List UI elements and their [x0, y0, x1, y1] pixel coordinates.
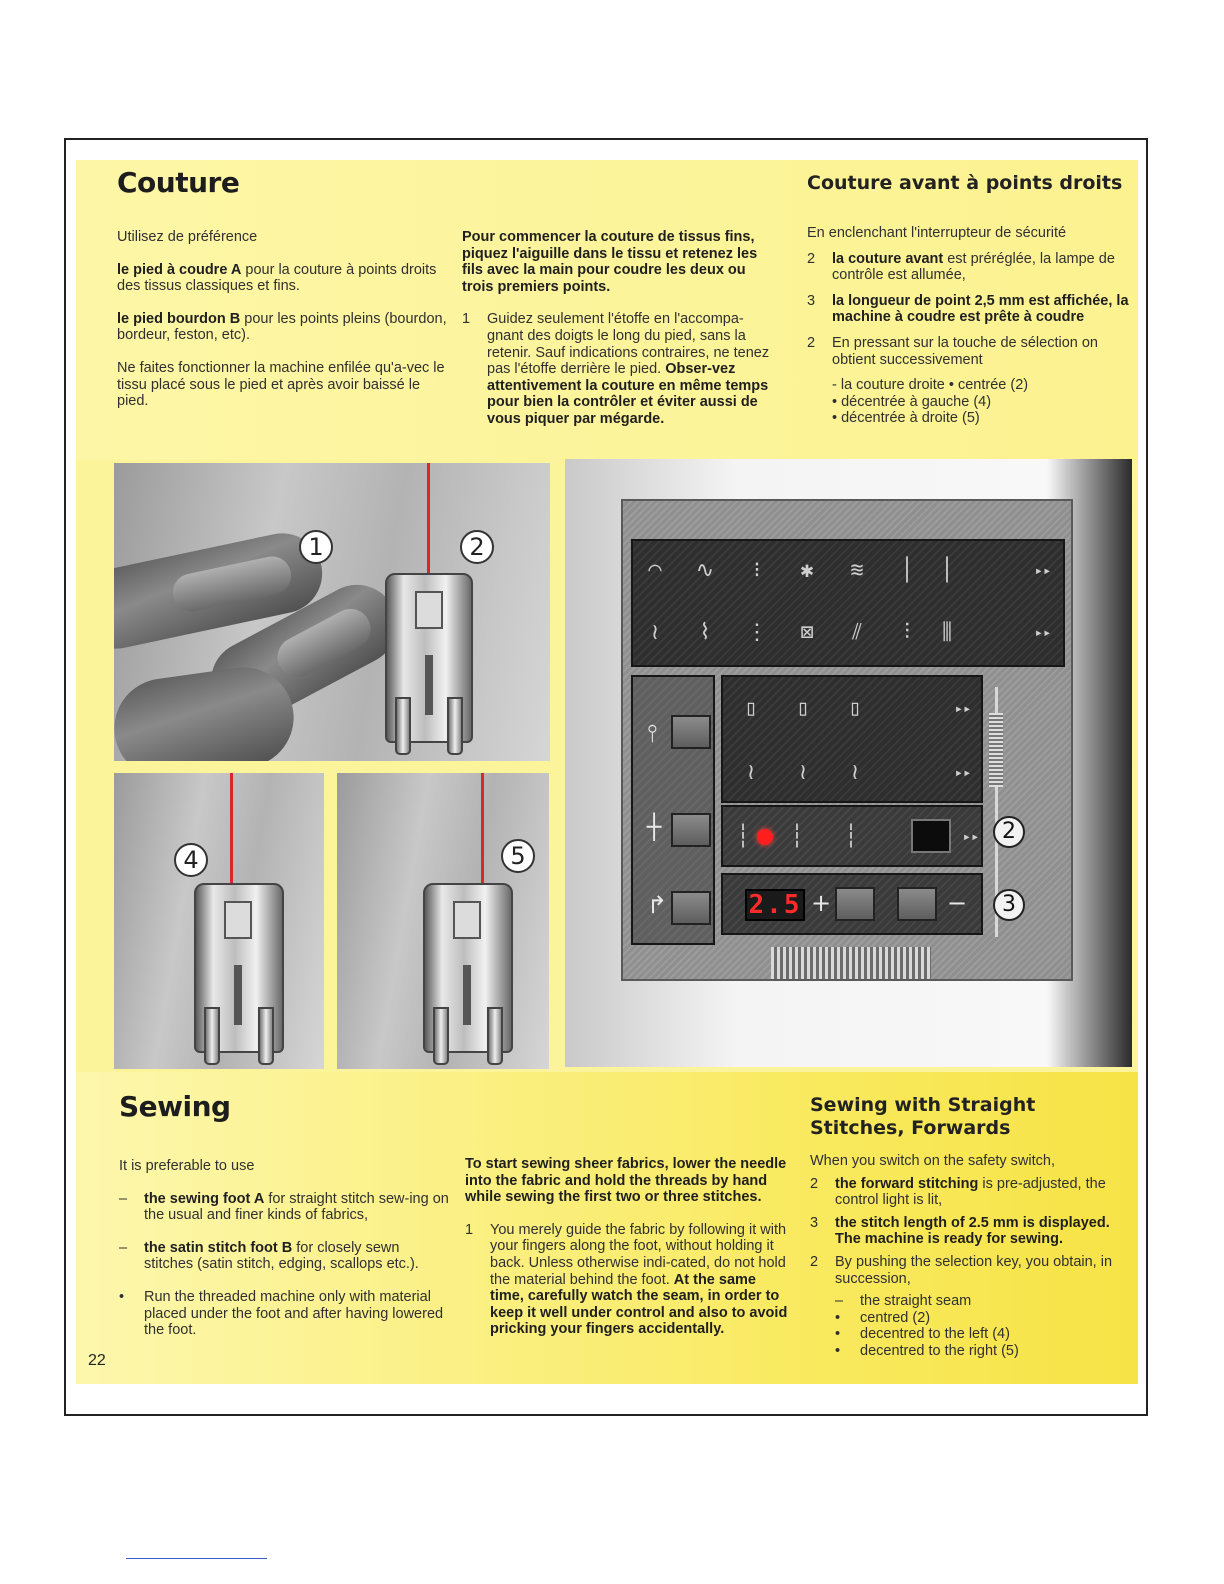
cross-icon: ┼ — [647, 813, 662, 841]
en-right-intro: When you switch on the safety switch, — [810, 1153, 1055, 1169]
reverse-arrow-icon: ↱ — [647, 891, 668, 919]
callout-badge-2: 2 — [993, 816, 1025, 848]
needle-left-icon: ┆ — [736, 824, 750, 849]
pattern-icon: ≋ — [850, 558, 864, 583]
fr-left-column — [117, 229, 447, 410]
pattern-icon: ⫽ — [852, 620, 862, 645]
en-right-column — [810, 1153, 1134, 1360]
needle-center-icon: ┆ — [790, 824, 804, 849]
photo-finger-guiding-fabric — [114, 463, 550, 761]
fr-sub-3: • décentrée à droite (5) — [832, 410, 980, 427]
en-right-item-2: 3 the stitch length of 2.5 mm is displayed. The machine is ready for sewing. — [810, 1214, 1110, 1248]
en-middle-column — [465, 1156, 793, 1338]
page-number: 22 — [88, 1352, 106, 1369]
photo-foot-left — [114, 773, 324, 1069]
footnote-rule — [126, 1558, 267, 1559]
fr-intro: Utilisez de préférence — [117, 229, 258, 245]
fr-right-column — [807, 225, 1129, 427]
utility-stitch-zone — [721, 675, 983, 803]
buttonhole-icon: ▯ — [796, 696, 810, 721]
needle-position-zone — [721, 805, 983, 867]
label-badge-2: 2 — [460, 530, 494, 564]
pattern-icon: ⋮ — [746, 620, 768, 645]
label-badge-1: 1 — [299, 530, 333, 564]
en-step-1: 1 You merely guide the fabric by following it with your fingers along the foot, without holding it back. Unless otherwise indi-cated, do not hold the material behind the foot. At the same time, carefully watch the seam, in order to keep it well under control and also to avoid pricking your fingers accidentally. — [465, 1221, 788, 1338]
en-title: Sewing — [119, 1090, 231, 1123]
control-light-led — [757, 829, 773, 845]
label-badge-5: 5 — [501, 839, 535, 873]
needle-icon: ⫯ — [647, 719, 658, 747]
fr-sub-2: • décentrée à gauche (4) — [832, 393, 992, 410]
fr-right-item-3: 2 En pressant sur la touche de sélection on obtient successivement — [807, 334, 1098, 368]
scroll-arrow-icon: ▸▸ — [1034, 625, 1052, 641]
fr-step-1: 1 Guidez seulement l'étoffe en l'accompa-gnant des doigts le long du pied, sans la retenir. Sauf indications contraires, ne tenez pas l'étoffe derrière le pied. Obser-vez attentivement la couture en même temps pour bien la contrôler et éviter aussi de vous piquer par mégarde. — [462, 311, 770, 427]
en-sub-2: • centred (2) — [835, 1309, 931, 1326]
fr-right-item-2: 3 la longueur de point 2,5 mm est affichée, la machine à coudre est prête à coudre — [807, 292, 1129, 326]
stitch-length-zone — [721, 873, 983, 935]
en-right-item-1: 2 the forward stitching is pre-adjusted, the control light is lit, — [810, 1175, 1106, 1209]
fr-note: Ne faites fonctionner la machine enfilée qu'a-vec le tissu placé sous le pied et après avoir baissé le pied. — [117, 359, 445, 410]
fr-right-sublist — [807, 377, 1129, 427]
stitch-pattern-zone — [631, 539, 1065, 667]
buttonhole-icon: ▯ — [848, 696, 862, 721]
pattern-icon: ✱ — [800, 558, 814, 583]
photo-control-panel — [565, 459, 1132, 1067]
thread-line — [230, 773, 233, 888]
plus-label: + — [811, 889, 832, 917]
pattern-icon: ≀ — [650, 620, 660, 645]
sewing-foot — [423, 883, 513, 1053]
pattern-icon: ⫶ — [904, 620, 910, 645]
zigzag-icon: ≀ — [746, 760, 756, 785]
thread-line — [427, 463, 430, 573]
scroll-arrow-icon: ▸▸ — [962, 829, 980, 845]
scroll-arrow-icon: ▸▸ — [954, 765, 972, 781]
pattern-icon: ⊠ — [800, 620, 814, 645]
en-sub-1: – the straight seam — [835, 1293, 972, 1310]
pattern-icon: │ — [900, 558, 914, 583]
callout-badge-3: 3 — [993, 889, 1025, 921]
pattern-icon: ⁝ — [753, 558, 761, 583]
straight-stitch-key[interactable] — [671, 813, 711, 847]
fr-sub-1: - la couture droite • centrée (2) — [832, 377, 1029, 394]
stitch-length-display: 2.5 — [745, 889, 805, 921]
function-keys-column — [631, 675, 715, 945]
fr-title: Couture — [117, 166, 240, 199]
needle-position-key[interactable] — [671, 715, 711, 749]
pattern-icon: ⌇ — [699, 620, 711, 645]
en-right-title: Sewing with Straight Stitches, Forwards — [810, 1094, 1036, 1139]
sewing-foot — [194, 883, 284, 1053]
pattern-icon: ⫼ — [941, 620, 953, 645]
minus-label: − — [947, 889, 968, 917]
selection-key[interactable] — [911, 819, 951, 853]
brand-logo-strip — [771, 947, 931, 979]
photo-foot-right — [337, 773, 549, 1069]
en-intro: It is preferable to use — [119, 1158, 255, 1174]
en-sub-3: • decentred to the left (4) — [835, 1326, 1010, 1343]
page-frame — [64, 138, 1148, 1416]
fr-right-item-1: 2 la couture avant est préréglée, la lampe de contrôle est allumée, — [807, 250, 1115, 284]
reverse-key[interactable] — [671, 891, 711, 925]
zigzag-icon: ≀ — [850, 760, 860, 785]
en-left-column — [119, 1158, 449, 1339]
en-note: • Run the threaded machine only with material placed under the foot and after having lowered the foot. — [119, 1288, 444, 1339]
fr-foot-a: le pied à coudre A pour la couture à points droits des tissus classiques et fins. — [117, 261, 437, 295]
en-right-sublist — [810, 1293, 1134, 1359]
pattern-icon: │ — [940, 558, 954, 583]
en-right-item-3: 2 By pushing the selection key, you obtain, in succession, — [810, 1253, 1113, 1287]
en-sub-4: • decentred to the right (5) — [835, 1342, 1019, 1359]
manual-page — [76, 160, 1138, 1384]
scroll-arrow-icon: ▸▸ — [954, 701, 972, 717]
en-foot-a: – the sewing foot A for straight stitch sew-ing on the usual and finer kinds of fabrics, — [119, 1190, 449, 1224]
scroll-arrow-icon: ▸▸ — [1034, 563, 1052, 579]
fr-right-intro: En enclenchant l'interrupteur de sécurité — [807, 225, 1067, 241]
stitch-length-plus-key[interactable] — [835, 887, 875, 921]
fr-right-title: Couture avant à points droits — [807, 172, 1123, 194]
needle-right-icon: ┆ — [844, 824, 858, 849]
thread-line — [481, 773, 484, 888]
sewing-foot — [385, 573, 473, 743]
en-foot-b: – the satin stitch foot B for closely sewn stitches (satin stitch, edging, scallops etc.). — [119, 1239, 419, 1273]
label-badge-4: 4 — [174, 843, 208, 877]
en-lead: To start sewing sheer fabrics, lower the needle into the fabric and hold the threads by hand while sewing the first two or three stitches. — [465, 1156, 787, 1206]
fr-middle-column — [462, 229, 774, 428]
pattern-icon: ∿ — [695, 558, 715, 583]
fr-foot-b: le pied bourdon B pour les points pleins (bourdon, bordeur, feston, etc). — [117, 310, 447, 344]
zigzag-icon: ≀ — [798, 760, 808, 785]
buttonhole-icon: ▯ — [744, 696, 758, 721]
control-panel — [621, 499, 1073, 981]
fr-lead: Pour commencer la couture de tissus fins, piquez l'aiguille dans le tissu et retenez les fils avec la main pour coudre les deux ou trois premiers points. — [462, 229, 758, 295]
speed-slider-handle[interactable] — [989, 713, 1003, 787]
stitch-length-minus-key[interactable] — [897, 887, 937, 921]
pattern-icon: ◠ — [648, 558, 662, 583]
